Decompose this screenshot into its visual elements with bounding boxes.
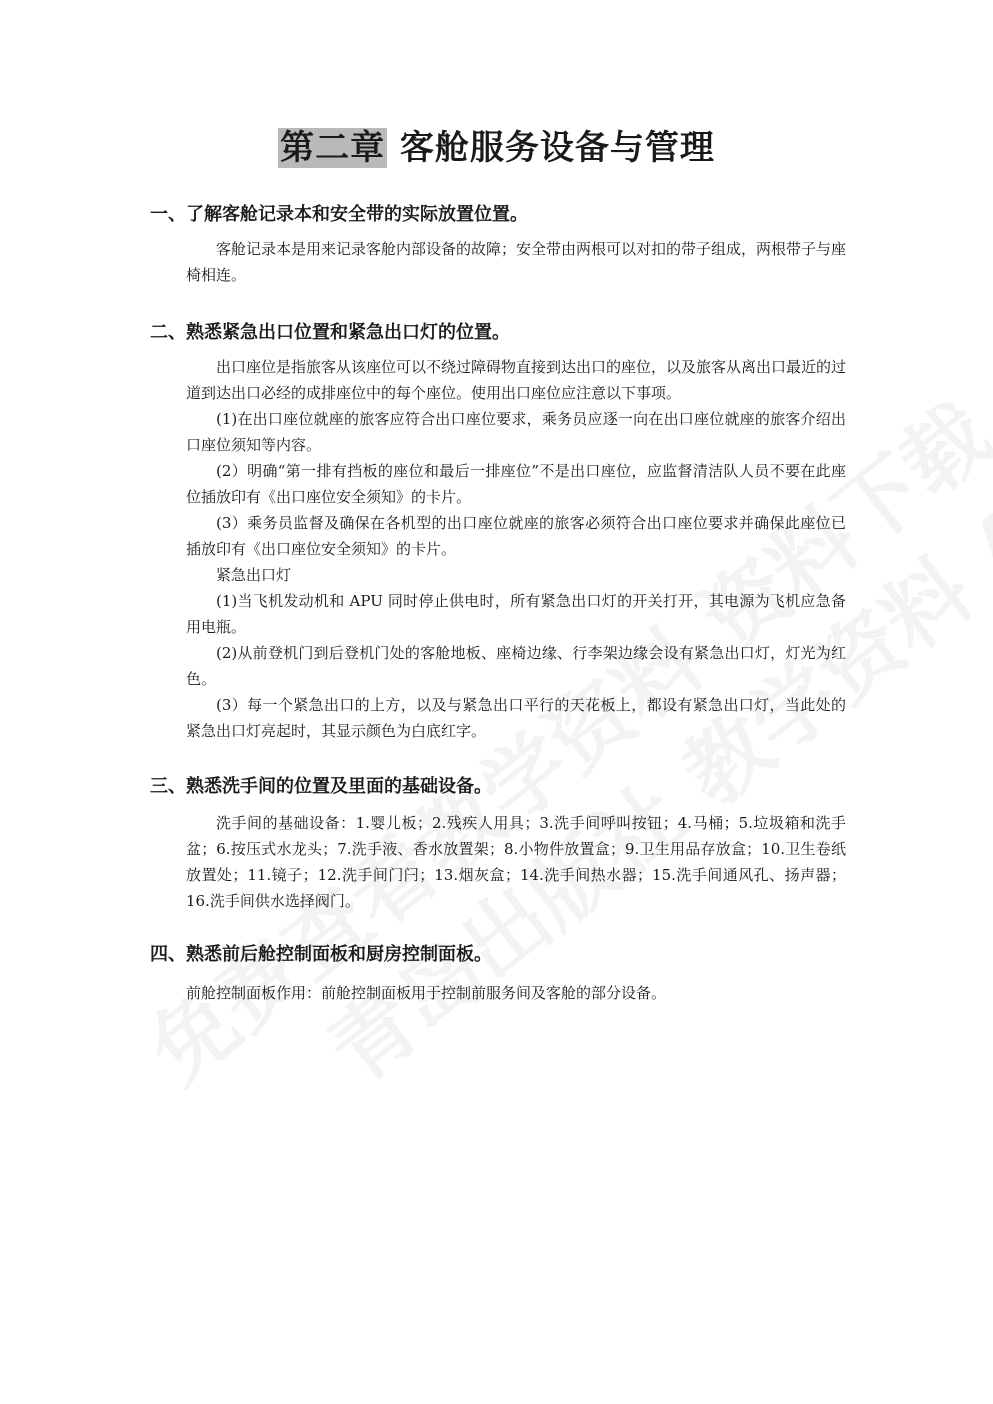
section-4-body [186,980,846,1006]
paragraph: (3）每一个紧急出口的上方，以及与紧急出口平行的天花板上，都设有紧急出口灯，当此处的紧急出口灯亮起时，其显示颜色为白底红字。 [186,696,846,740]
section-2-heading: 二、熟悉紧急出口位置和紧急出口灯的位置。 [150,322,510,343]
chapter-number: 第二章 [280,128,386,168]
section-1-heading: 一、了解客舱记录本和安全带的实际放置位置。 [150,204,528,225]
paragraph: (3）乘务员监督及确保在各机型的出口座位就座的旅客必须符合出口座位要求并确保此座位已插放印有《出口座位安全须知》的卡片。 [186,514,846,558]
paragraph: 紧急出口灯 [216,566,292,584]
paragraph: 出口座位是指旅客从该座位可以不绕过障碍物直接到达出口的座位，以及旅客从离出口最近的过道到达出口必经的成排座位中的每个座位。使用出口座位应注意以下事项。 [186,358,847,402]
paragraph: (2）明确“第一排有挡板的座位和最后一排座位”不是出口座位，应监督清洁队人员不要在此座位插放印有《出口座位安全须知》的卡片。 [186,462,846,506]
chapter-name: 客舱服务设备与管理 [399,128,715,168]
chapter-title [0,120,993,169]
paragraph: 洗手间的基础设备：1.婴儿板；2.残疾人用具；3.洗手间呼叫按钮；4.马桶；5.垃圾箱和洗手盆；6.按压式水龙头；7.洗手液、香水放置架；8.小物件放置盒；9.卫生用品存放盒；10.卫生卷纸放置处；11.镜子；12.洗手间门闩；13.烟灰盒；14.洗手间热水器；15.洗手间通风孔、扬声器；16.洗手间供水选择阀门。 [186,814,846,910]
paragraph: (1)当飞机发动机和 APU 同时停止供电时，所有紧急出口灯的开关打开，其电源为飞机应急备用电瓶。 [186,592,846,636]
paragraph: 前舱控制面板作用：前舱控制面板用于控制前服务间及客舱的部分设备。 [186,984,667,1002]
section-2-body [186,354,846,744]
paragraph: (2)从前登机门到后登机门处的客舱地板、座椅边缘、行李架边缘会设有紧急出口灯，灯光为红色。 [186,644,846,688]
section-1-body [186,236,846,288]
paragraph: (1)在出口座位就座的旅客应符合出口座位要求，乘务员应逐一向在出口座位就座的旅客介绍出口座位须知等内容。 [186,410,846,454]
section-4-heading: 四、熟悉前后舱控制面板和厨房控制面板。 [150,944,492,965]
section-3-body [186,810,846,914]
paragraph: 客舱记录本是用来记录客舱内部设备的故障；安全带由两根可以对扣的带子组成，两根带子与座椅相连。 [186,240,847,284]
section-3-heading: 三、熟悉洗手间的位置及里面的基础设备。 [150,776,492,797]
